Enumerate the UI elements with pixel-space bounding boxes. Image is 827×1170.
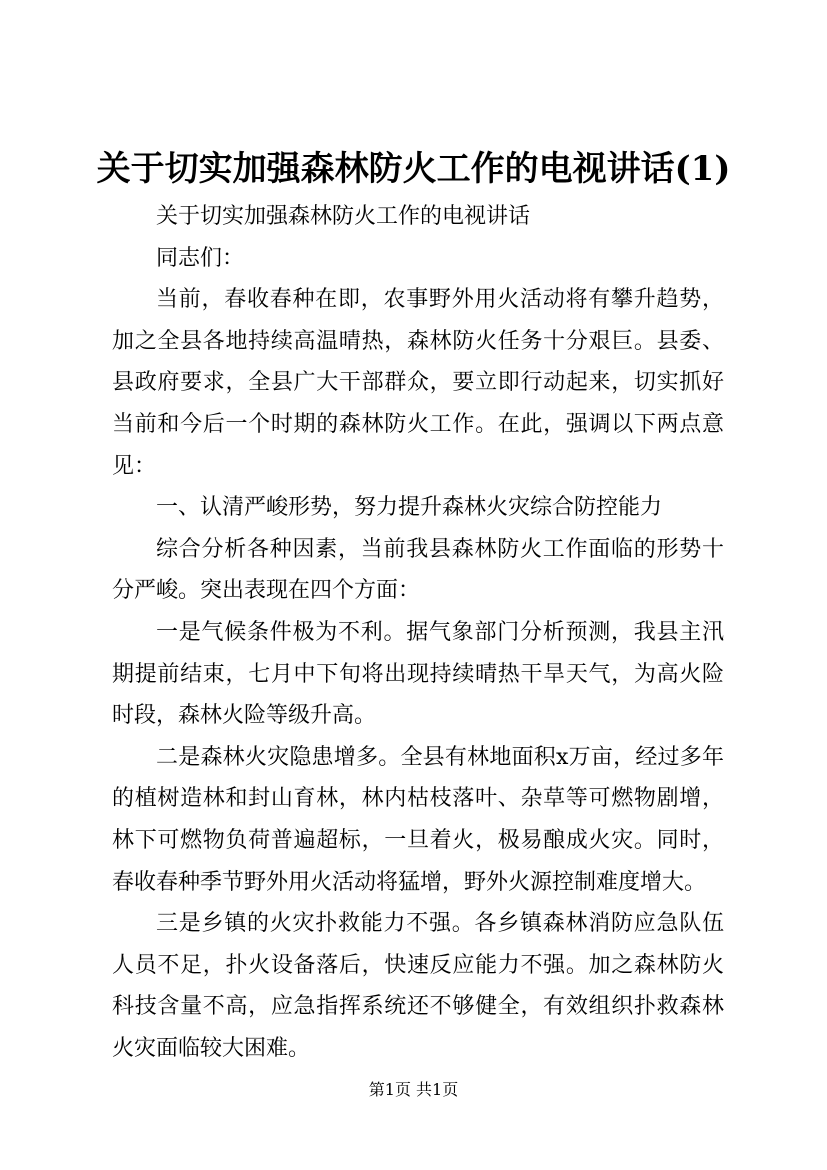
body-paragraph: 当前，春收春种在即，农事野外用火活动将有攀升趋势，加之全县各地持续高温晴热，森林防火任务十分艰巨。县委、县政府要求，全县广大干部群众，要立即行动起来，切实抓好当前和今后一个时期的森林防火工作。在此，强调以下两点意见：	[112, 287, 724, 479]
body-paragraph: 一是气候条件极为不利。据气象部门分析预测，我县主汛期提前结束，七月中下旬将出现持续晴热干旱天气，为高火险时段，森林火险等级升高。	[112, 619, 724, 729]
document-body	[112, 196, 724, 1069]
subtitle-paragraph: 关于切实加强森林防火工作的电视讲话	[156, 204, 531, 229]
page-footer: 第1页 共1页	[368, 1080, 459, 1099]
body-paragraph: 三是乡镇的火灾扑救能力不强。各乡镇森林消防应急队伍人员不足，扑火设备落后，快速反应能力不强。加之森林防火科技含量不高，应急指挥系统还不够健全，有效组织扑救森林火灾面临较大困难。	[112, 911, 724, 1061]
salutation-paragraph: 同志们：	[156, 245, 245, 271]
body-paragraph: 二是森林火灾隐患增多。全县有林地面积x万亩，经过多年的植树造林和封山育林，林内枯枝落叶、杂草等可燃物剧增，林下可燃物负荷普遍超标，一旦着火，极易酿成火灾。同时，春收春种季节野外用火活动将猛增，野外火源控制难度增大。	[112, 744, 724, 895]
document-title: 关于切实加强森林防火工作的电视讲话(1)	[96, 149, 731, 189]
body-paragraph: 综合分析各种因素，当前我县森林防火工作面临的形势十分严峻。突出表现在四个方面：	[112, 536, 724, 604]
section-heading-paragraph: 一、认清严峻形势，努力提升森林火灾综合防控能力	[156, 495, 663, 521]
